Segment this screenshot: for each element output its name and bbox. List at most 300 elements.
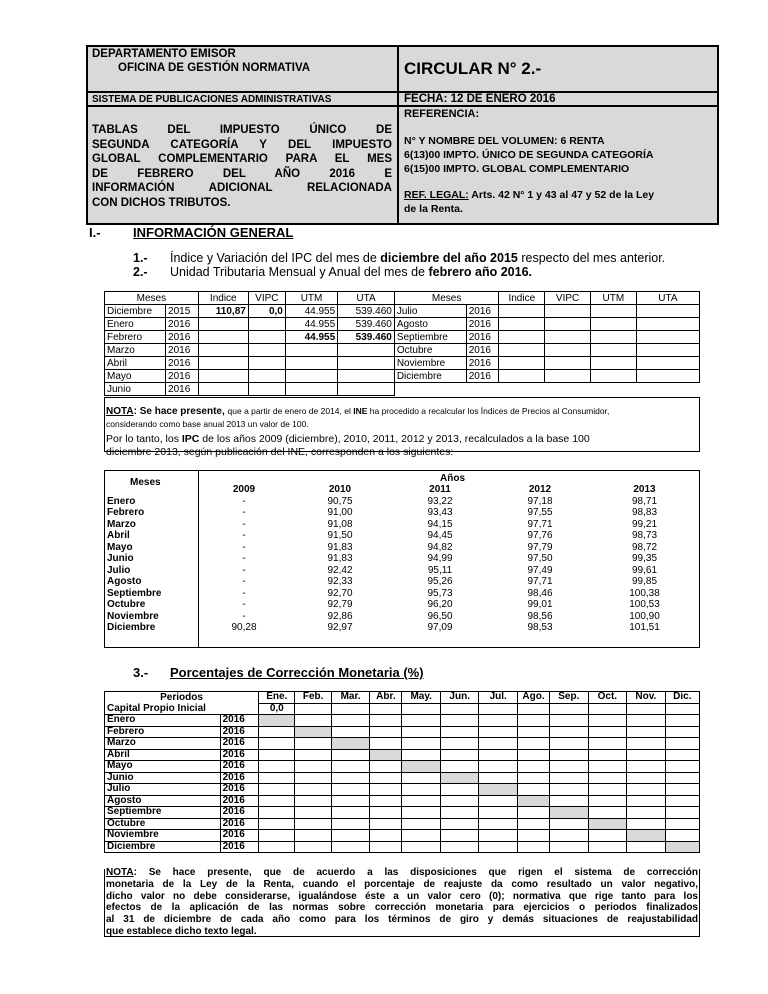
cm-cell <box>665 795 699 807</box>
hist-value: 97,79 <box>527 541 553 553</box>
cm-cell <box>370 726 402 738</box>
cm-cell <box>331 807 370 819</box>
cm-cell <box>627 807 666 819</box>
cm-cell <box>550 738 589 750</box>
hist-value: 94,45 <box>427 530 453 542</box>
ipc-cell-uta <box>338 383 395 396</box>
cm-cell <box>588 818 627 830</box>
ipc-cell-utm <box>285 383 337 396</box>
ipc-cell-uta <box>636 318 699 331</box>
hist-value: 94,99 <box>427 553 453 565</box>
cm-month: Octubre <box>105 818 221 830</box>
nota-ine-text <box>106 405 698 430</box>
item2-number: 2.- <box>133 265 148 279</box>
ipc-cell-indice <box>499 383 545 396</box>
ref-legal-text2: de la Renta. <box>404 203 463 215</box>
hist-month: Febrero <box>107 507 145 519</box>
cm-cell <box>550 830 589 842</box>
cm-cell <box>588 784 627 796</box>
cm-cell <box>370 703 402 715</box>
capital-label: Capital Propio Inicial <box>105 703 259 715</box>
cm-cell <box>259 795 295 807</box>
ipc-cell-anio: 2016 <box>466 331 499 344</box>
ipc-cell-mes: Junio <box>105 383 166 396</box>
cm-year: 2016 <box>220 726 259 738</box>
cm-cell <box>331 830 370 842</box>
cm-month: Junio <box>105 772 221 784</box>
cm-month-header: May. <box>402 692 441 704</box>
nota-line2: considerando como base anual 2013 un valor de 100. <box>106 419 309 429</box>
col-header: Indice <box>499 292 545 305</box>
ipc-cell-vipc <box>545 344 591 357</box>
ref-legal <box>404 188 654 216</box>
cm-cell <box>479 761 518 773</box>
year-header: 2009 <box>232 484 256 496</box>
section3-title: Porcentajes de Corrección Monetaria (%) <box>170 665 424 680</box>
cm-cell <box>402 703 441 715</box>
cm-cell <box>479 807 518 819</box>
hist-month: Marzo <box>107 518 136 530</box>
ipc-cell-mes: Agosto <box>394 318 466 331</box>
cm-cell <box>627 830 666 842</box>
ipc-cell-vipc <box>248 370 285 383</box>
cm-cell <box>440 784 479 796</box>
cm-cell <box>627 795 666 807</box>
title-line: INFORMACIÓN ADICIONAL RELACIONADA <box>92 182 392 194</box>
ipc-cell-utm <box>590 331 636 344</box>
ipc-cell-anio: 2016 <box>466 357 499 370</box>
circular-header <box>86 45 719 225</box>
cm-cell <box>627 749 666 761</box>
hist-value: 100,53 <box>629 599 660 611</box>
hist-value: - <box>242 553 246 565</box>
cm-cell <box>517 761 549 773</box>
cm-row <box>105 807 700 819</box>
cm-cell <box>331 795 370 807</box>
ipc-cell-vipc <box>545 305 591 318</box>
ipc-cell-uta: 539.460 <box>338 318 395 331</box>
ipc-cell-utm <box>285 357 337 370</box>
cm-cell <box>295 749 331 761</box>
hist-row <box>105 496 699 508</box>
cm-cell <box>402 841 441 853</box>
cm-cell <box>479 703 518 715</box>
cm-row <box>105 761 700 773</box>
cm-cell <box>479 738 518 750</box>
cm-cell <box>588 807 627 819</box>
cm-cell <box>402 749 441 761</box>
cm-cell <box>517 749 549 761</box>
item2-text <box>170 265 532 279</box>
cm-year: 2016 <box>220 818 259 830</box>
ipc-cell-vipc <box>248 318 285 331</box>
cm-row <box>105 841 700 853</box>
hist-value: 95,73 <box>427 587 453 599</box>
cm-row <box>105 784 700 796</box>
cm-cell <box>588 726 627 738</box>
cm-cell <box>295 818 331 830</box>
cm-year: 2016 <box>220 795 259 807</box>
cm-cell <box>479 726 518 738</box>
cm-cell <box>331 841 370 853</box>
item1-text-c: respecto del mes anterior. <box>517 251 666 265</box>
ipc-row <box>105 318 700 331</box>
cm-cell <box>370 830 402 842</box>
hist-month: Junio <box>107 553 134 565</box>
hist-meses-label: Meses <box>130 477 161 488</box>
ipc-cell-vipc <box>545 383 591 396</box>
nota-cm-text <box>106 867 698 938</box>
cm-cell <box>440 818 479 830</box>
cm-cell <box>550 795 589 807</box>
ipc-row <box>105 331 700 344</box>
cm-month: Abril <box>105 749 221 761</box>
item1-text <box>170 251 665 265</box>
hist-month: Mayo <box>107 541 133 553</box>
cm-cell <box>588 703 627 715</box>
ipc-header-row <box>105 292 700 305</box>
cm-year: 2016 <box>220 784 259 796</box>
hist-value: 95,26 <box>427 576 453 588</box>
cm-cell <box>665 726 699 738</box>
cm-month-header: Feb. <box>295 692 331 704</box>
cm-cell <box>550 749 589 761</box>
cm-cell <box>517 841 549 853</box>
col-header: UTA <box>338 292 395 305</box>
cm-cell <box>370 749 402 761</box>
ipc-cell-utm: 44.955 <box>285 305 337 318</box>
nota-cm-line: efectos de la aplicación de las normas sobre corrección monetaria para ejercicios o periodos finalizados <box>106 902 698 914</box>
hist-month: Julio <box>107 564 131 576</box>
cm-row <box>105 715 700 727</box>
hist-value: - <box>242 599 246 611</box>
ipc-cell-uta <box>636 305 699 318</box>
cm-cell <box>331 818 370 830</box>
cm-cell <box>517 726 549 738</box>
cm-cell <box>259 807 295 819</box>
ipc-cell-utm <box>590 383 636 396</box>
cm-cell <box>370 841 402 853</box>
cm-cell <box>331 749 370 761</box>
cm-month-header: Sep. <box>550 692 589 704</box>
ipc-cell-mes: Mayo <box>105 370 166 383</box>
cm-cell <box>665 749 699 761</box>
cm-cell <box>517 738 549 750</box>
cm-header-row <box>105 692 700 704</box>
cm-cell <box>665 703 699 715</box>
title-line: SEGUNDA CATEGORÍA Y DEL IMPUESTO <box>92 138 392 151</box>
cm-cell <box>295 807 331 819</box>
ref-legal-text: Arts. 42 N° 1 y 43 al 47 y 52 de la Ley <box>471 189 655 201</box>
ipc-cell-anio: 2016 <box>466 318 499 331</box>
cm-cell <box>295 784 331 796</box>
ipc-cell-indice <box>198 370 248 383</box>
cm-row <box>105 795 700 807</box>
cm-cell <box>331 703 370 715</box>
cm-cell <box>550 761 589 773</box>
cm-cell <box>627 738 666 750</box>
ipc-utm-table <box>104 291 700 396</box>
hist-row <box>105 611 699 623</box>
ipc-cell-utm: 44.955 <box>285 318 337 331</box>
cm-cell <box>331 715 370 727</box>
hist-value: 99,61 <box>631 564 658 576</box>
cm-cell <box>550 703 589 715</box>
hist-value: 92,79 <box>327 599 353 611</box>
cm-cell <box>550 715 589 727</box>
hist-row <box>105 565 699 577</box>
hist-value: 98,83 <box>631 507 658 519</box>
hist-value: 101,51 <box>629 622 660 634</box>
ipc-cell-anio: 2016 <box>166 344 199 357</box>
ipc-cell-mes: Febrero <box>105 331 166 344</box>
ipc-row <box>105 383 700 396</box>
hist-row <box>105 588 699 600</box>
ipc-cell-anio <box>466 383 499 396</box>
hist-value: 91,08 <box>327 518 353 530</box>
cm-cell <box>295 795 331 807</box>
col-header: VIPC <box>545 292 591 305</box>
cm-cell <box>517 703 549 715</box>
cm-cell <box>331 738 370 750</box>
title-line: GLOBAL COMPLEMENTARIO PARA EL MES <box>92 153 392 165</box>
hist-value: 91,83 <box>327 553 353 565</box>
cm-cell <box>295 841 331 853</box>
cm-cell <box>440 830 479 842</box>
hist-value: 98,53 <box>527 622 553 634</box>
ipc-cell-uta: 539.460 <box>338 331 395 344</box>
sistema-label: SISTEMA DE PUBLICACIONES ADMINISTRATIVAS <box>92 94 332 105</box>
ipc-cell-mes: Noviembre <box>394 357 466 370</box>
cm-month: Enero <box>105 715 221 727</box>
cm-cell <box>517 807 549 819</box>
cm-year: 2016 <box>220 715 259 727</box>
hist-years-row <box>105 484 699 496</box>
ipc-cell-indice <box>499 318 545 331</box>
cm-cell <box>295 761 331 773</box>
hist-value: 92,42 <box>327 564 353 576</box>
ipc-cell-uta <box>636 344 699 357</box>
cm-row <box>105 830 700 842</box>
ipc-cell-uta <box>636 331 699 344</box>
col-header: Meses <box>394 292 499 305</box>
cm-month-header: Abr. <box>370 692 402 704</box>
title-line: DE FEBRERO DEL AÑO 2016 E <box>92 167 392 180</box>
cm-cell <box>402 784 441 796</box>
cm-row <box>105 726 700 738</box>
hist-month: Octubre <box>107 599 146 611</box>
nota-para-a: Por lo tanto, los <box>106 433 182 445</box>
hist-value: 99,01 <box>527 599 553 611</box>
cm-cell <box>517 715 549 727</box>
cm-cell <box>402 715 441 727</box>
ipc-cell-utm <box>285 370 337 383</box>
nota-text2: que a partir de enero de 2014, el <box>227 406 354 416</box>
cm-cell <box>370 772 402 784</box>
hist-value: 93,43 <box>427 507 453 519</box>
cm-cell <box>440 841 479 853</box>
ipc-cell-indice <box>499 357 545 370</box>
cm-cell <box>479 772 518 784</box>
cm-cell <box>588 761 627 773</box>
col-header: VIPC <box>248 292 285 305</box>
ipc-history-table <box>105 484 699 634</box>
year-header: 2012 <box>528 484 552 496</box>
year-header: 2010 <box>328 484 352 496</box>
dept-line1: DEPARTAMENTO EMISOR <box>92 48 236 60</box>
ipc-cell-utm <box>590 370 636 383</box>
ipc-cell-anio: 2016 <box>466 305 499 318</box>
ipc-cell-indice <box>198 331 248 344</box>
section-number: I.- <box>89 225 101 240</box>
cm-cell <box>331 761 370 773</box>
cm-cell <box>259 738 295 750</box>
cm-cell <box>370 761 402 773</box>
ipc-cell-mes: Septiembre <box>394 331 466 344</box>
cm-month-header: Jul. <box>479 692 518 704</box>
nota-cm-line: monetaria de la Ley de la Renta, cuando el porcentaje de reajuste da como resultado un valor negativo, <box>106 878 698 890</box>
hist-value: - <box>242 541 246 553</box>
cm-cell <box>665 841 699 853</box>
section3-number: 3.- <box>133 665 149 680</box>
nota-label: NOTA <box>106 406 134 417</box>
ipc-cell-vipc: 0,0 <box>248 305 285 318</box>
ipc-cell-indice <box>499 331 545 344</box>
ipc-cell-vipc <box>545 357 591 370</box>
cm-cell <box>588 795 627 807</box>
hist-value: 90,28 <box>231 622 257 634</box>
cm-cell <box>550 784 589 796</box>
cm-year: 2016 <box>220 738 259 750</box>
nota-para-ipc: IPC <box>181 433 200 445</box>
cm-cell <box>479 795 518 807</box>
cm-cell <box>259 818 295 830</box>
cm-cell <box>440 772 479 784</box>
hist-month: Abril <box>107 530 130 542</box>
hist-value: 98,56 <box>527 610 553 622</box>
ipc-cell-vipc <box>545 318 591 331</box>
nota-para-line2: diciembre 2013, según publicación del INE, corresponden a los siguientes: <box>106 446 454 458</box>
cm-cell <box>440 749 479 761</box>
ipc-cell-indice <box>499 344 545 357</box>
cm-cell <box>331 726 370 738</box>
ipc-cell-uta <box>636 370 699 383</box>
cm-month: Agosto <box>105 795 221 807</box>
hist-value: - <box>242 576 246 588</box>
cm-cell <box>402 772 441 784</box>
cm-cell <box>517 784 549 796</box>
cm-cell <box>402 830 441 842</box>
cm-month-header: Ago. <box>517 692 549 704</box>
circular-number: CIRCULAR N° 2.- <box>404 59 542 78</box>
ipc-cell-vipc <box>545 370 591 383</box>
hist-value: - <box>242 507 246 519</box>
cm-cell <box>627 726 666 738</box>
nota-text1: : Se hace presente, <box>133 406 228 417</box>
ipc-cell-indice <box>499 370 545 383</box>
cm-cell <box>295 738 331 750</box>
cm-cell <box>259 830 295 842</box>
hist-value: 97,50 <box>527 553 553 565</box>
hist-value: 91,00 <box>327 507 353 519</box>
ipc-cell-utm <box>285 344 337 357</box>
cm-cell <box>440 715 479 727</box>
dept-line2: OFICINA DE GESTIÓN NORMATIVA <box>118 62 311 74</box>
hist-value: 95,11 <box>427 564 453 576</box>
ipc-cell-utm <box>590 318 636 331</box>
ipc-cell-anio: 2016 <box>166 331 199 344</box>
col-header: UTA <box>636 292 699 305</box>
cm-cell <box>370 715 402 727</box>
cm-row <box>105 818 700 830</box>
cm-cell <box>259 761 295 773</box>
hist-value: - <box>242 518 246 530</box>
hist-value: 93,22 <box>427 495 453 507</box>
ipc-cell-mes <box>394 383 466 396</box>
nota-cm-line: que establece dicho texto legal. <box>106 925 257 937</box>
cm-cell <box>402 795 441 807</box>
nota-para <box>106 433 698 459</box>
ipc-cell-vipc <box>248 383 285 396</box>
cm-cell <box>588 772 627 784</box>
nota-ine: INE <box>353 406 368 416</box>
cm-cell <box>402 726 441 738</box>
ipc-cell-anio: 2016 <box>166 318 199 331</box>
cm-year: 2016 <box>220 761 259 773</box>
cm-cell <box>370 807 402 819</box>
cm-cell <box>627 772 666 784</box>
cm-cell <box>402 761 441 773</box>
hist-row <box>105 519 699 531</box>
hist-value: 92,97 <box>327 622 353 634</box>
cm-cell <box>440 807 479 819</box>
fecha-label: FECHA: 12 DE ENERO 2016 <box>404 93 556 105</box>
ipc-row <box>105 370 700 383</box>
cm-cell <box>440 703 479 715</box>
cm-cell <box>370 818 402 830</box>
nota-cm-line <box>106 867 698 879</box>
col-header: Meses <box>105 292 199 305</box>
cm-cell <box>517 772 549 784</box>
correccion-monetaria-table <box>104 691 700 853</box>
cm-cell <box>479 784 518 796</box>
cm-cell <box>588 738 627 750</box>
hist-month: Diciembre <box>107 622 156 634</box>
section-title: INFORMACIÓN GENERAL <box>133 225 294 240</box>
cm-cell <box>588 841 627 853</box>
cm-month: Septiembre <box>105 807 221 819</box>
col-header: UTM <box>285 292 337 305</box>
cm-cell <box>588 749 627 761</box>
cm-cell <box>331 784 370 796</box>
hist-row <box>105 622 699 634</box>
nota-cm-label: NOTA <box>106 867 134 878</box>
ipc-row <box>105 305 700 318</box>
ipc-cell-anio: 2016 <box>166 383 199 396</box>
nota-para-b: de los años 2009 (diciembre), 2010, 2011, 2012 y 2013, recalculados a la base 100 <box>199 433 590 445</box>
cm-cell <box>295 703 331 715</box>
ref-line: 6(13)00 IMPTO. ÚNICO DE SEGUNDA CATEGORÍA <box>404 149 654 161</box>
hist-month: Noviembre <box>107 610 159 622</box>
ipc-row <box>105 344 700 357</box>
cm-cell <box>550 807 589 819</box>
referencia-label: REFERENCIA: <box>404 108 480 120</box>
ipc-cell-mes: Diciembre <box>105 305 166 318</box>
ipc-cell-uta <box>636 383 699 396</box>
hist-value: 94,82 <box>427 541 453 553</box>
hist-row <box>105 553 699 565</box>
hist-value: 90,75 <box>327 495 353 507</box>
